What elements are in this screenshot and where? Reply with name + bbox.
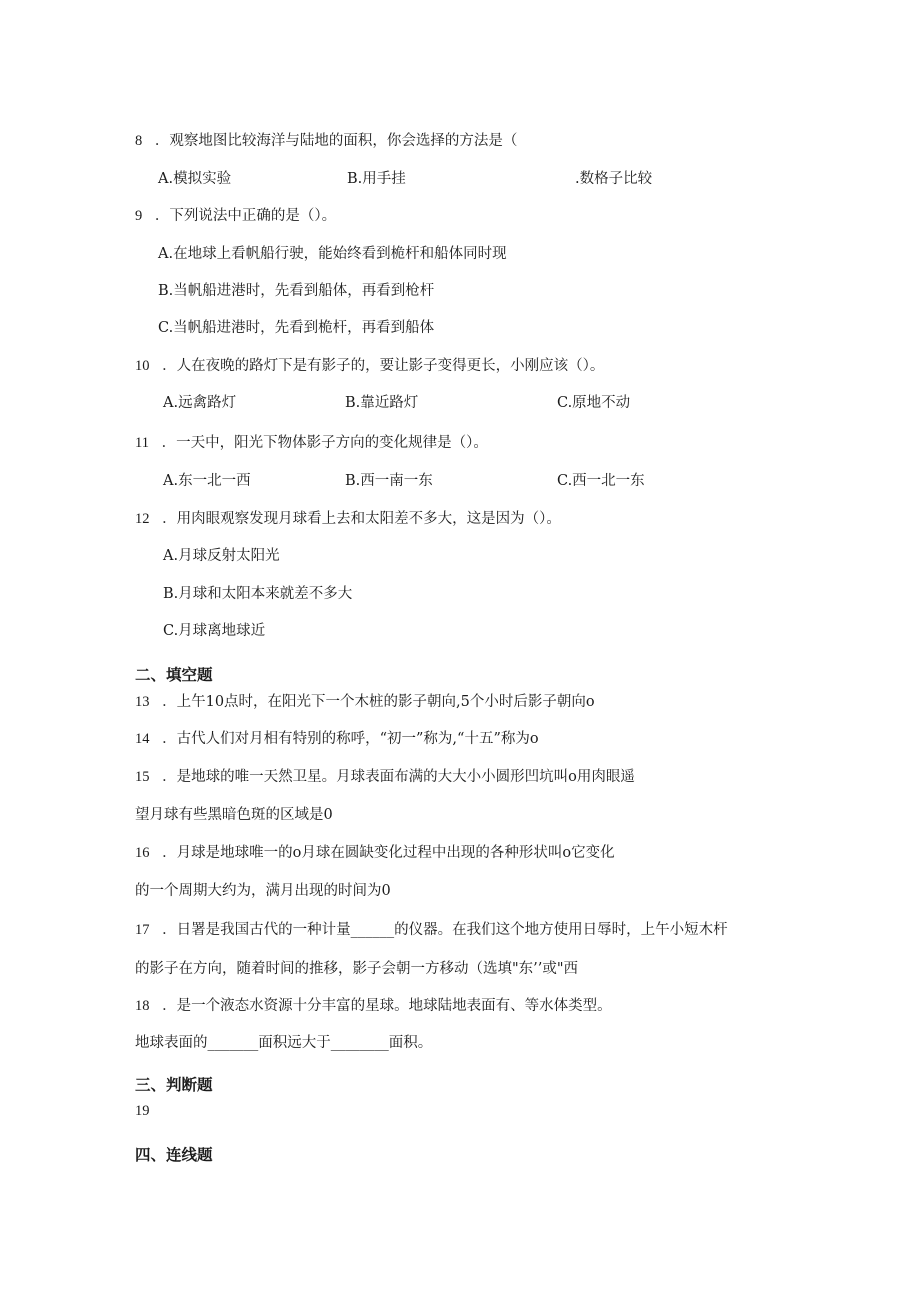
- q12-text: ．用肉眼观察发现月球看上去和太阳差不多大，这是因为（）。: [162, 511, 561, 527]
- q15-stem: [135, 768, 635, 786]
- q10-text: ．人在夜晚的路灯下是有影子的，要让影子变得更长，小刚应该（）。: [162, 358, 605, 374]
- q15-line2: 望月球有些黑暗色斑的区域是0: [135, 807, 333, 823]
- section-judgment-heading: 三、判断题: [135, 1076, 213, 1094]
- q11-option-c: C.西一北一东: [557, 473, 645, 489]
- q9-number: 9: [135, 208, 143, 224]
- q16-number: 16: [135, 845, 150, 861]
- q13-text: ．上午10点时，在阳光下一个木桩的影子朝向,5个小时后影子朝向o: [162, 694, 595, 710]
- q11-option-a: A.东一北一西: [163, 473, 251, 489]
- q10-option-a: A.远禽路灯: [163, 395, 237, 411]
- q11-stem: [135, 434, 488, 452]
- q12-option-c: C.月球离地球近: [163, 623, 266, 639]
- q8-text: ．观察地图比较海洋与陆地的面积，你会选择的方法是（: [154, 133, 518, 149]
- q14-number: 14: [135, 731, 150, 747]
- q14-text: ．古代人们对月相有特别的称呼，“初一”称为,“十五”称为o: [162, 731, 539, 747]
- q17-text: ．日署是我国古代的一种计量______的仪器。在我们这个地方使用日辱时，上午小短木杆: [162, 922, 728, 938]
- q18-text: ．是一个液态水资源十分丰富的星球。地球陆地表面有、等水体类型。: [162, 998, 612, 1014]
- q17-number: 17: [135, 922, 150, 938]
- q16-stem: [135, 844, 615, 862]
- q9-option-b: B.当帆船进港时，先看到船体，再看到枪杆: [158, 283, 435, 299]
- q14-stem: [135, 730, 539, 748]
- q17-line2: 的影子在方向，随着时间的推移，影子会朝一方移动（选填"东’’或"西: [135, 961, 579, 977]
- q10-number: 10: [135, 358, 150, 374]
- q18-number: 18: [135, 998, 150, 1014]
- q8-option-b: B.用手挂: [347, 171, 406, 187]
- q15-number: 15: [135, 769, 150, 785]
- section-matching-heading: 四、连线题: [135, 1146, 213, 1164]
- q12-option-a: A.月球反射太阳光: [163, 548, 280, 564]
- q8-stem: [135, 132, 517, 150]
- q13-stem: [135, 693, 595, 711]
- q11-option-b: B.西一南一东: [345, 473, 433, 489]
- q12-option-b: B.月球和太阳本来就差不多大: [163, 586, 353, 602]
- q9-text: ．下列说法中正确的是（）。: [154, 208, 337, 224]
- q17-stem: [135, 921, 728, 939]
- q8-option-a: A.模拟实验: [158, 171, 232, 187]
- q9-option-c: C.当帆船进港时，先看到桅杆，再看到船体: [158, 320, 435, 336]
- q11-number: 11: [135, 435, 149, 451]
- q10-stem: [135, 357, 604, 375]
- q11-text: ．一天中，阳光下物体影子方向的变化规律是（）。: [161, 435, 488, 451]
- q13-number: 13: [135, 694, 150, 710]
- q12-number: 12: [135, 511, 150, 527]
- q18-stem: [135, 997, 612, 1015]
- q18-line2: 地球表面的_______面积远大于________面积。: [135, 1035, 433, 1051]
- q16-text: ．月球是地球唯一的o月球在圆缺变化过程中出现的各种形状叫o它变化: [162, 845, 615, 861]
- q9-stem: [135, 207, 336, 225]
- q16-line2: 的一个周期大约为，满月出现的时间为0: [135, 883, 391, 899]
- section-fill-in-heading: 二、填空题: [135, 666, 213, 684]
- q9-option-a: A.在地球上看帆船行驶，能始终看到桅杆和船体同时现: [158, 246, 507, 262]
- q8-option-c: .数格子比较: [575, 171, 653, 187]
- q12-stem: [135, 510, 561, 528]
- q15-text: ．是地球的唯一天然卫星。月球表面布满的大大小小圆形凹坑叫o用肉眼遥: [162, 769, 635, 785]
- q10-option-b: B.靠近路灯: [345, 395, 419, 411]
- q10-option-c: C.原地不动: [557, 395, 631, 411]
- q19-number: 19: [135, 1103, 150, 1119]
- q8-number: 8: [135, 133, 143, 149]
